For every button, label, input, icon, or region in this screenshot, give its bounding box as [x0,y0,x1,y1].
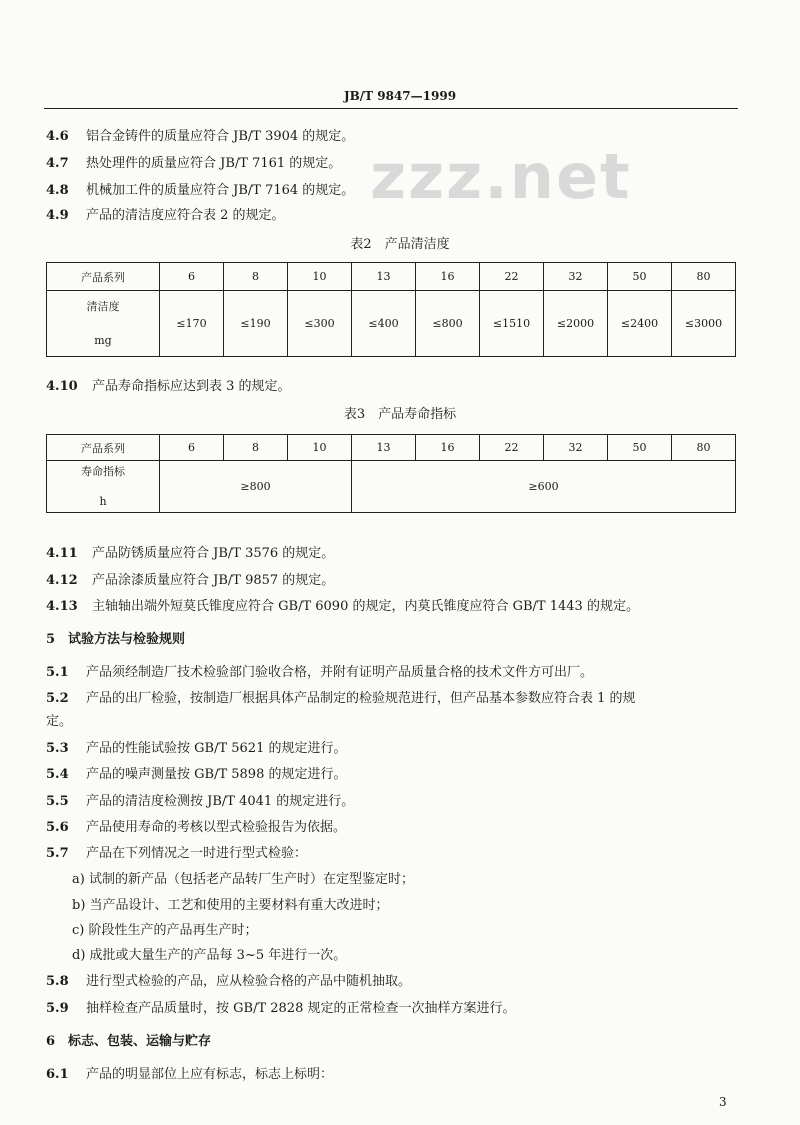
table3-value-label: 寿命指标 h [47,461,160,513]
table3-row-series [47,435,736,461]
table3-series-cell: 6 [160,435,224,461]
header-standard-code: JB/T 9847—1999 [343,89,457,103]
table2-value-cell: ≤170 [160,291,224,357]
table3-caption: 表3 产品寿命指标 [343,407,457,422]
table3-value-cell-b: ≥600 [352,461,736,513]
sub-item-a: a) 试制的新产品（包括老产品转厂生产时）在定型鉴定时； [72,872,414,887]
clause-4-8: 4.8 机械加工件的质量应符合 JB/T 7164 的规定。 [46,183,355,198]
table2-row-values [47,291,736,357]
table2-series-cell: 10 [288,263,352,291]
table3-series-cell: 13 [352,435,416,461]
clause-5-2-continued: 定。 [46,714,73,729]
table2-value-cell: ≤190 [224,291,288,357]
table2-value-cell: ≤1510 [480,291,544,357]
sub-item-d: d) 成批或大量生产的产品每 3~5 年进行一次。 [72,948,347,963]
clause-4-10: 4.10 产品寿命指标应达到表 3 的规定。 [46,379,291,394]
table3-value-cell-a: ≥800 [160,461,352,513]
table3-series-cell: 16 [416,435,480,461]
table3-series-cell: 50 [608,435,672,461]
clause-5-5: 5.5 产品的清洁度检测按 JB/T 4041 的规定进行。 [46,794,355,809]
sub-item-b: b) 当产品设计、工艺和使用的主要材料有重大改进时； [72,898,389,913]
table2-value-cell: ≤400 [352,291,416,357]
table2-value-cell: ≤300 [288,291,352,357]
table2-series-cell: 32 [544,263,608,291]
table2-series-cell: 22 [480,263,544,291]
page-number: 3 [719,1095,727,1109]
table2 [46,262,736,357]
clause-4-9: 4.9 产品的清洁度应符合表 2 的规定。 [46,208,285,223]
table2-series-cell: 80 [672,263,736,291]
table2-value-cell: ≤800 [416,291,480,357]
clause-4-11: 4.11 产品防锈质量应符合 JB/T 3576 的规定。 [46,546,335,561]
clause-5-2: 5.2 产品的出厂检验，按制造厂根据具体产品制定的检验规范进行，但产品基本参数应符合表 1 的规 [46,691,636,706]
clause-6-1: 6.1 产品的明显部位上应有标志，标志上标明： [46,1067,334,1082]
table2-series-cell: 8 [224,263,288,291]
table2-series-cell: 13 [352,263,416,291]
table3-series-cell: 80 [672,435,736,461]
table2-series-cell: 6 [160,263,224,291]
table2-row-series [47,263,736,291]
clause-4-12: 4.12 产品涂漆质量应符合 JB/T 9857 的规定。 [46,573,335,588]
clause-5-8: 5.8 进行型式检验的产品，应从检验合格的产品中随机抽取。 [46,974,412,989]
table2-value-cell: ≤2400 [608,291,672,357]
clause-5-9: 5.9 抽样检查产品质量时，按 GB/T 2828 规定的正常检查一次抽样方案进行。 [46,1001,516,1016]
section-6-heading: 6 标志、包装、运输与贮存 [46,1034,212,1049]
table3-row-label: 产品系列 [47,435,160,461]
section-5-heading: 5 试验方法与检验规则 [46,632,186,647]
table2-series-cell: 50 [608,263,672,291]
table2-row-label: 产品系列 [47,263,160,291]
watermark: zzz.net [370,140,632,213]
table3-series-cell: 10 [288,435,352,461]
clause-5-6: 5.6 产品使用寿命的考核以型式检验报告为依据。 [46,820,347,835]
clause-5-1: 5.1 产品须经制造厂技术检验部门验收合格，并附有证明产品质量合格的技术文件方可出厂。 [46,665,594,680]
header-rule [44,108,738,109]
table3 [46,434,736,513]
clause-4-7: 4.7 热处理件的质量应符合 JB/T 7161 的规定。 [46,156,342,171]
clause-4-6: 4.6 铝合金铸件的质量应符合 JB/T 3904 的规定。 [46,129,355,144]
table3-series-cell: 22 [480,435,544,461]
table2-value-cell: ≤2000 [544,291,608,357]
clause-5-7: 5.7 产品在下列情况之一时进行型式检验： [46,846,308,861]
clause-4-13: 4.13 主轴轴出端外短莫氏锥度应符合 GB/T 6090 的规定，内莫氏锥度应符合 GB/T 1443 的规定。 [46,599,639,614]
clause-5-3: 5.3 产品的性能试验按 GB/T 5621 的规定进行。 [46,741,347,756]
table2-caption: 表2 产品清洁度 [350,237,450,252]
clause-5-4: 5.4 产品的噪声测量按 GB/T 5898 的规定进行。 [46,767,347,782]
table2-series-cell: 16 [416,263,480,291]
table2-value-cell: ≤3000 [672,291,736,357]
table3-series-cell: 32 [544,435,608,461]
table3-series-cell: 8 [224,435,288,461]
sub-item-c: c) 阶段性生产的产品再生产时； [72,923,258,938]
table3-row-values [47,461,736,513]
table2-value-label: 清洁度 mg [47,291,160,357]
